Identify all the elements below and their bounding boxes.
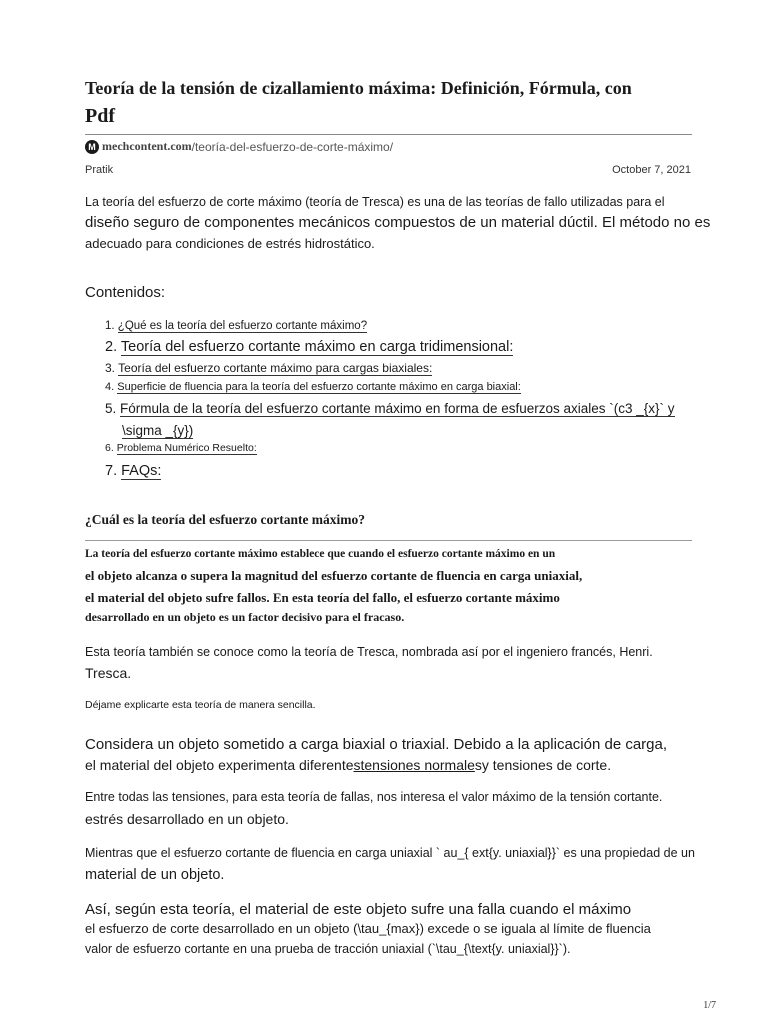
bold-line-1: La teoría del esfuerzo cortante máximo establece que cuando el esfuerzo cortante máximo en un <box>85 548 556 560</box>
bold-line-3: el material del objeto sufre fallos. En esta teoría del fallo, el esfuerzo cortante máximo <box>85 590 560 605</box>
toc-num: 1. <box>105 320 115 332</box>
normal-stress-link[interactable]: stensiones normale <box>353 757 475 773</box>
load-line-2a: el material del objeto experimenta diferente <box>85 757 354 773</box>
intro-line-3: adecuado para condiciones de estrés hidrostático. <box>85 236 375 251</box>
yield-line-2: material de un objeto. <box>85 867 225 883</box>
max-shear-line-2: estrés desarrollado en un objeto. <box>85 811 289 827</box>
toc-item-3[interactable] <box>105 361 432 375</box>
toc-link[interactable]: Problema Numérico Resuelto: <box>116 442 257 454</box>
toc-link[interactable]: Teoría del esfuerzo cortante máximo para cargas biaxiales: <box>118 361 433 375</box>
toc-item-4[interactable] <box>105 381 521 393</box>
publish-date: October 7, 2021 <box>612 164 691 176</box>
source-link[interactable] <box>85 139 393 154</box>
tresca-line-2: Tresca. <box>85 665 132 681</box>
tresca-line-1: Esta teoría también se conoce como la teoría de Tresca, nombrada así por el ingeniero francés, Henri. <box>85 645 653 659</box>
page-title <box>85 74 695 130</box>
source-domain: mechcontent.com <box>102 139 192 153</box>
title-divider <box>85 134 692 135</box>
source-path: /teoría-del-esfuerzo-de-corte-máximo/ <box>191 139 394 154</box>
yield-line-1: Mientras que el esfuerzo cortante de fluencia en carga uniaxial ` au_{ ext{y. uniaxial}}` es una propiedad de un <box>85 846 695 860</box>
toc-num: 6. <box>105 442 114 454</box>
load-line-2 <box>85 757 611 773</box>
toc-num: 5. <box>105 401 117 416</box>
toc-num: 3. <box>105 361 116 375</box>
toc-title: Contenidos: <box>85 284 166 301</box>
toc-link[interactable]: Fórmula de la teoría del esfuerzo cortante máximo en forma de esfuerzos axiales `(c3 _{x}` y <box>120 401 675 416</box>
toc-link[interactable]: \sigma _{y}) <box>122 423 194 438</box>
failure-line-3: valor de esfuerzo cortante en una prueba de tracción uniaxial (`\tau_{\text{y. uniaxial}}`). <box>85 942 571 956</box>
toc-item-1[interactable] <box>105 320 367 332</box>
toc-item-5[interactable] <box>105 401 675 416</box>
toc-num: 2. <box>105 339 118 355</box>
page-number: 1/7 <box>703 1000 716 1011</box>
bold-line-2: el objeto alcanza o supera la magnitud del esfuerzo cortante de fluencia en carga uniaxial, <box>85 568 583 583</box>
mechcontent-logo-icon: M <box>85 140 99 154</box>
intro-line-2: diseño seguro de componentes mecánicos compuestos de un material dúctil. El método no es <box>85 214 711 231</box>
section-heading: ¿Cuál es la teoría del esfuerzo cortante máximo? <box>85 512 366 527</box>
toc-link[interactable]: FAQs: <box>121 463 162 479</box>
section-divider <box>85 540 692 541</box>
toc-link[interactable]: Superficie de fluencia para la teoría del esfuerzo cortante máximo en carga biaxial: <box>117 381 521 393</box>
simple-explanation: Déjame explicarte esta teoría de manera sencilla. <box>85 699 316 711</box>
failure-line-1: Así, según esta teoría, el material de este objeto sufre una falla cuando el máximo <box>85 901 632 918</box>
failure-line-2: el esfuerzo de corte desarrollado en un objeto (\tau_{max}) excede o se iguala al límite de fluencia <box>85 921 651 936</box>
toc-num: 7. <box>105 463 118 479</box>
toc-item-5-cont[interactable] <box>122 423 193 438</box>
title-line-1: Teoría de la tensión de cizallamiento máxima: Definición, Fórmula, con <box>85 78 632 98</box>
toc-item-2[interactable] <box>105 339 513 355</box>
load-line-2c: sy tensiones de corte. <box>474 757 612 773</box>
bold-line-4: desarrollado en un objeto es un factor decisivo para el fracaso. <box>85 610 405 624</box>
load-line-1: Considera un objeto sometido a carga biaxial o triaxial. Debido a la aplicación de carga, <box>85 736 668 753</box>
toc-link[interactable]: ¿Qué es la teoría del esfuerzo cortante máximo? <box>117 320 368 332</box>
toc-link[interactable]: Teoría del esfuerzo cortante máximo en carga tridimensional: <box>120 339 514 355</box>
max-shear-line-1: Entre todas las tensiones, para esta teoría de fallas, nos interesa el valor máximo de la tensión cortante. <box>85 790 663 804</box>
author: Pratik <box>85 164 114 176</box>
toc-item-6[interactable] <box>105 442 257 454</box>
title-line-2: Pdf <box>85 105 115 127</box>
toc-item-7[interactable] <box>105 463 161 479</box>
intro-line-1: La teoría del esfuerzo de corte máximo (teoría de Tresca) es una de las teorías de fallo utilizadas para el <box>85 195 665 209</box>
toc-num: 4. <box>105 381 115 393</box>
